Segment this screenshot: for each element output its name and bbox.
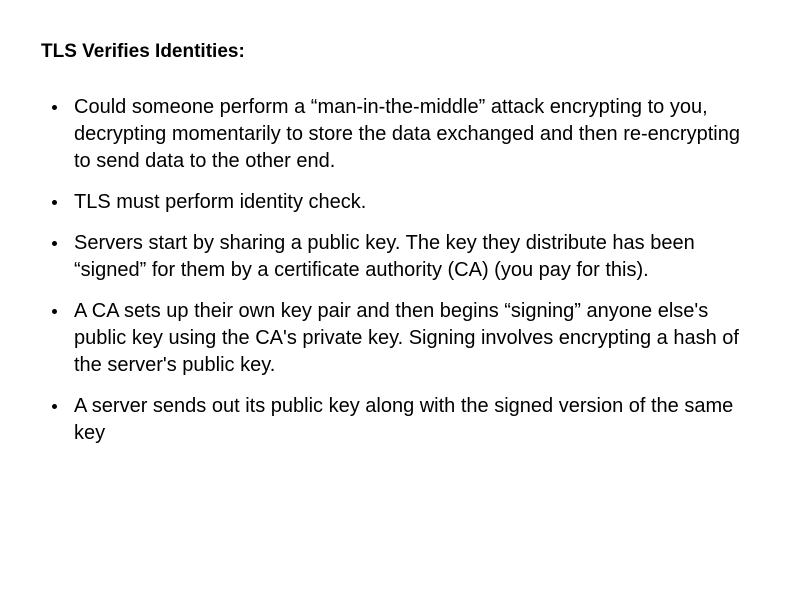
bullet-text: TLS must perform identity check. bbox=[74, 191, 367, 213]
slide-title: TLS Verifies Identities: bbox=[41, 41, 245, 62]
bullet-item bbox=[45, 230, 745, 284]
bullet-dot-icon bbox=[52, 241, 57, 246]
bullet-dot-icon bbox=[52, 309, 57, 314]
bullet-item bbox=[45, 94, 745, 175]
bullet-item bbox=[45, 189, 745, 216]
bullet-text: A CA sets up their own key pair and then begins “signing” anyone else's public key using the CA's private key. Signing involves encrypting a hash of the server's public key. bbox=[74, 300, 739, 376]
bullet-item bbox=[45, 298, 745, 379]
bullet-text: Could someone perform a “man-in-the-middle” attack encrypting to you, decrypting momentarily to store the data exchanged and then re-encrypting to send data to the other end. bbox=[74, 96, 740, 172]
bullet-text: A server sends out its public key along with the signed version of the same key bbox=[74, 395, 734, 444]
bullet-dot-icon bbox=[52, 105, 57, 110]
bullet-text: Servers start by sharing a public key. The key they distribute has been “signed” for them by a certificate authority (CA) (you pay for this). bbox=[74, 232, 695, 281]
bullet-dot-icon bbox=[52, 404, 57, 409]
bullet-item bbox=[45, 393, 745, 447]
bullet-list bbox=[45, 94, 745, 461]
bullet-dot-icon bbox=[52, 200, 57, 205]
